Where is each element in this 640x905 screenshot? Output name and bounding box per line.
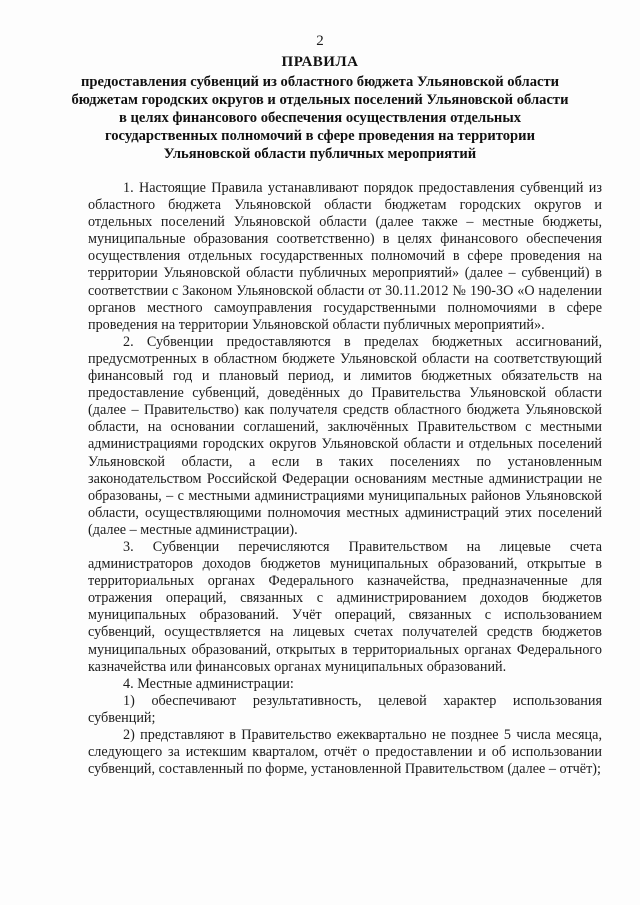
paragraph-4-item-1: 1) обеспечивают результативность, целевой характер использования субвенций;	[88, 692, 602, 726]
document-body	[88, 180, 602, 778]
paragraph-4: 4. Местные администрации:	[123, 675, 294, 692]
paragraph-3: 3. Субвенции перечисляются Правительством на лицевые счета администраторов доходов бюджетов муниципальных образований, открытые в территориальных органах Федерального казначейства, предназначенные для отражения операций, связанных с администрированием доходов бюджетов муниципальных образований. Учёт операций, связанных с использованием субвенций, осуществляется на лицевых счетах получателей средств бюджетов муниципальных образований, открытых в территориальных органах Федерального казначейства или финансовых органах муниципальных образований.	[88, 538, 602, 675]
page-number: 2	[316, 33, 324, 49]
document-subtitle: предоставления субвенций из областного бюджета Ульяновской области бюджетам городских округов и отдельных поселений Ульяновской области в целях финансового обеспечения осуществления отдельных государственных полномочий в сфере проведения на территории Ульяновской области публичных мероприятий	[71, 74, 569, 162]
paragraph-1: 1. Настоящие Правила устанавливают порядок предоставления субвенций из областного бюджета Ульяновской области бюджетам городских округов и отдельных поселений Ульяновской области (далее также – местные бюджеты, муниципальные образования соответственно) в целях финансового обеспечения осуществления отдельных государственных полномочий в сфере проведения на территории Ульяновской области публичных мероприятий» (далее – субвенций) в соответствии с Законом Ульяновской области от 30.11.2012 № 190-ЗО «О наделении органов местного самоуправления государственными полномочиями в сфере проведения на территории Ульяновской области публичных мероприятий».	[88, 180, 602, 333]
paragraph-2: 2. Субвенции предоставляются в пределах бюджетных ассигнований, предусмотренных в областном бюджете Ульяновской области на соответствующий финансовый год и плановый период, и лимитов бюджетных обязательств на предоставление субвенций, доведённых до Правительства Ульяновской области (далее – Правительство) как получателя средств областного бюджета Ульяновской области, на основании соглашений, заключённых Правительством с местными администрациями городских округов Ульяновской области и отдельных поселений Ульяновской области, а если в таких поселениях по установленным законодательством Российской Федерации основаниям местные администрации не образованы, – с местными администрациями муниципальных районов Ульяновской области, осуществляющими полномочия местных администраций этих поселений (далее – местные администрации).	[88, 333, 602, 538]
document-title: ПРАВИЛА	[281, 54, 359, 70]
paragraph-4-item-2: 2) представляют в Правительство ежеквартально не позднее 5 числа месяца, следующего за истекшим кварталом, отчёт о предоставлении и об использовании субвенций, составленный по форме, установленной Правительством (далее – отчёт);	[88, 727, 602, 778]
